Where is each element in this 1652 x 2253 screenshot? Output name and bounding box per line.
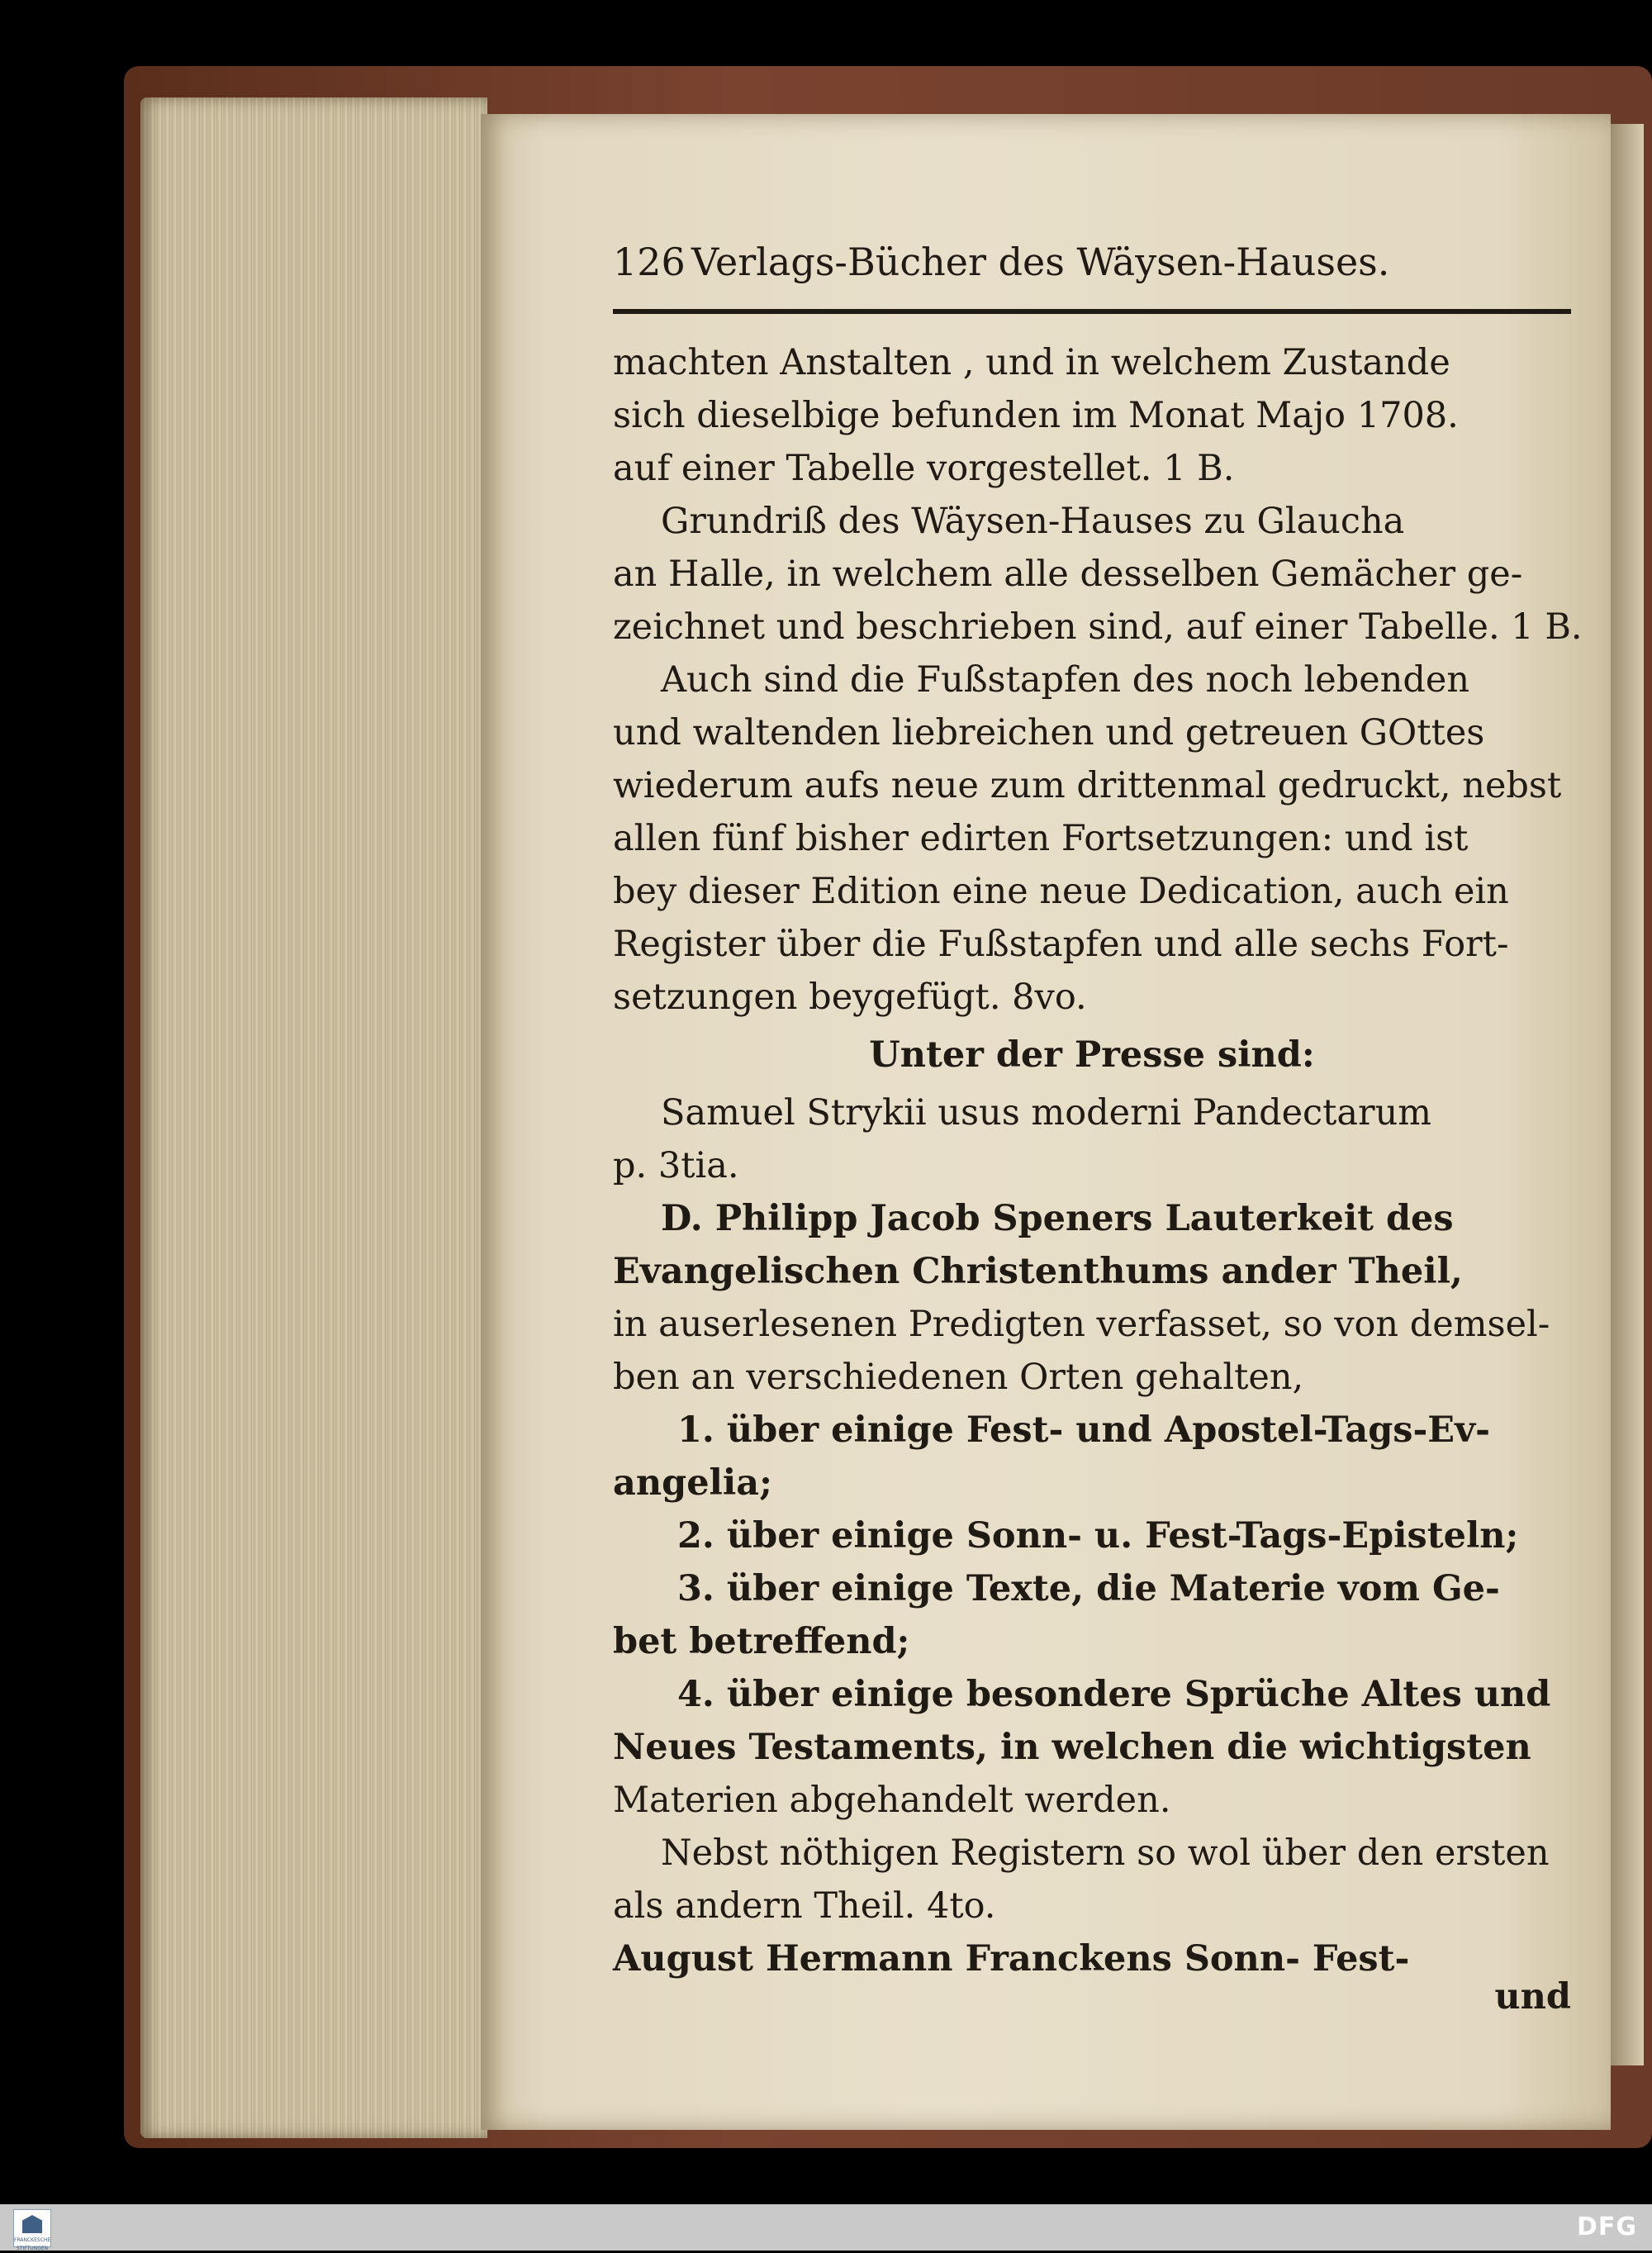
text-line: Materien abgehandelt werden.	[613, 1780, 1171, 1821]
viewer-footer-bar	[0, 2204, 1652, 2251]
text-line: machten Anstalten , und in welchem Zustande	[613, 342, 1450, 383]
text-line: Neues Testaments, in welchen die wichtigsten	[613, 1727, 1531, 1768]
text-line: angelia;	[613, 1462, 772, 1504]
text-line: an Halle, in welchem alle desselben Gemächer ge-	[613, 554, 1523, 595]
page-number: 126	[613, 240, 686, 284]
text-line: und waltenden liebreichen und getreuen GOttes	[613, 712, 1485, 753]
text-line: Evangelischen Christenthums ander Theil,	[613, 1251, 1463, 1292]
text-line: setzungen beygefügt. 8vo.	[613, 977, 1087, 1018]
text-line: auf einer Tabelle vorgestellet. 1 B.	[613, 448, 1235, 489]
text-line: Grundriß des Wäysen-Hauses zu Glaucha	[661, 501, 1405, 542]
text-line: August Hermann Franckens Sonn- Fest-	[613, 1938, 1410, 1980]
facing-page-edge	[1611, 124, 1644, 2065]
list-item: 4. über einige besondere Sprüche Altes und	[677, 1674, 1551, 1715]
building-icon	[22, 2215, 42, 2233]
text-line: wiederum aufs neue zum drittenmal gedruckt, nebst	[613, 765, 1562, 806]
text-line: Register über die Fußstapfen und alle sechs Fort-	[613, 924, 1509, 965]
text-line: Auch sind die Fußstapfen des noch lebenden	[661, 659, 1470, 701]
text-line: Samuel Strykii usus moderni Pandectarum	[661, 1092, 1432, 1134]
text-line: p. 3tia.	[613, 1145, 739, 1186]
dfg-logo: DFG	[1576, 2213, 1637, 2241]
catchword: und	[1494, 1976, 1571, 2018]
header-rule	[613, 309, 1571, 314]
text-line: in auserlesenen Predigten verfasset, so von demsel-	[613, 1304, 1550, 1345]
page-edges	[140, 97, 487, 2138]
running-header	[613, 233, 1571, 291]
running-head-title: Verlags-Bücher des Wäysen-Hauses.	[691, 240, 1390, 284]
logo-caption: FRANCKESCHE STIFTUNGEN	[14, 2237, 51, 2251]
text-line: allen fünf bisher edirten Fortsetzungen: und ist	[613, 818, 1469, 859]
text-line: als andern Theil. 4to.	[613, 1885, 996, 1927]
text-line: zeichnet und beschrieben sind, auf einer Tabelle. 1 B.	[613, 606, 1583, 648]
text-line: bey dieser Edition eine neue Dedication, auch ein	[613, 871, 1509, 912]
text-line: sich dieselbige befunden im Monat Majo 1708.	[613, 395, 1459, 436]
text-line: D. Philipp Jacob Speners Lauterkeit des	[661, 1198, 1454, 1239]
list-item: 3. über einige Texte, die Materie vom Ge-	[677, 1568, 1500, 1609]
text-line: bet betreffend;	[613, 1621, 910, 1662]
page-text-block	[613, 225, 1583, 2026]
text-line: ben an verschiedenen Orten gehalten,	[613, 1357, 1304, 1398]
franckesche-stiftungen-logo	[13, 2209, 51, 2251]
list-item: 1. über einige Fest- und Apostel-Tags-Ev-	[677, 1409, 1490, 1451]
section-heading: Unter der Presse sind:	[869, 1034, 1315, 1076]
text-line: Nebst nöthigen Registern so wol über den ersten	[661, 1832, 1550, 1874]
list-item: 2. über einige Sonn- u. Fest-Tags-Episteln;	[677, 1515, 1519, 1557]
